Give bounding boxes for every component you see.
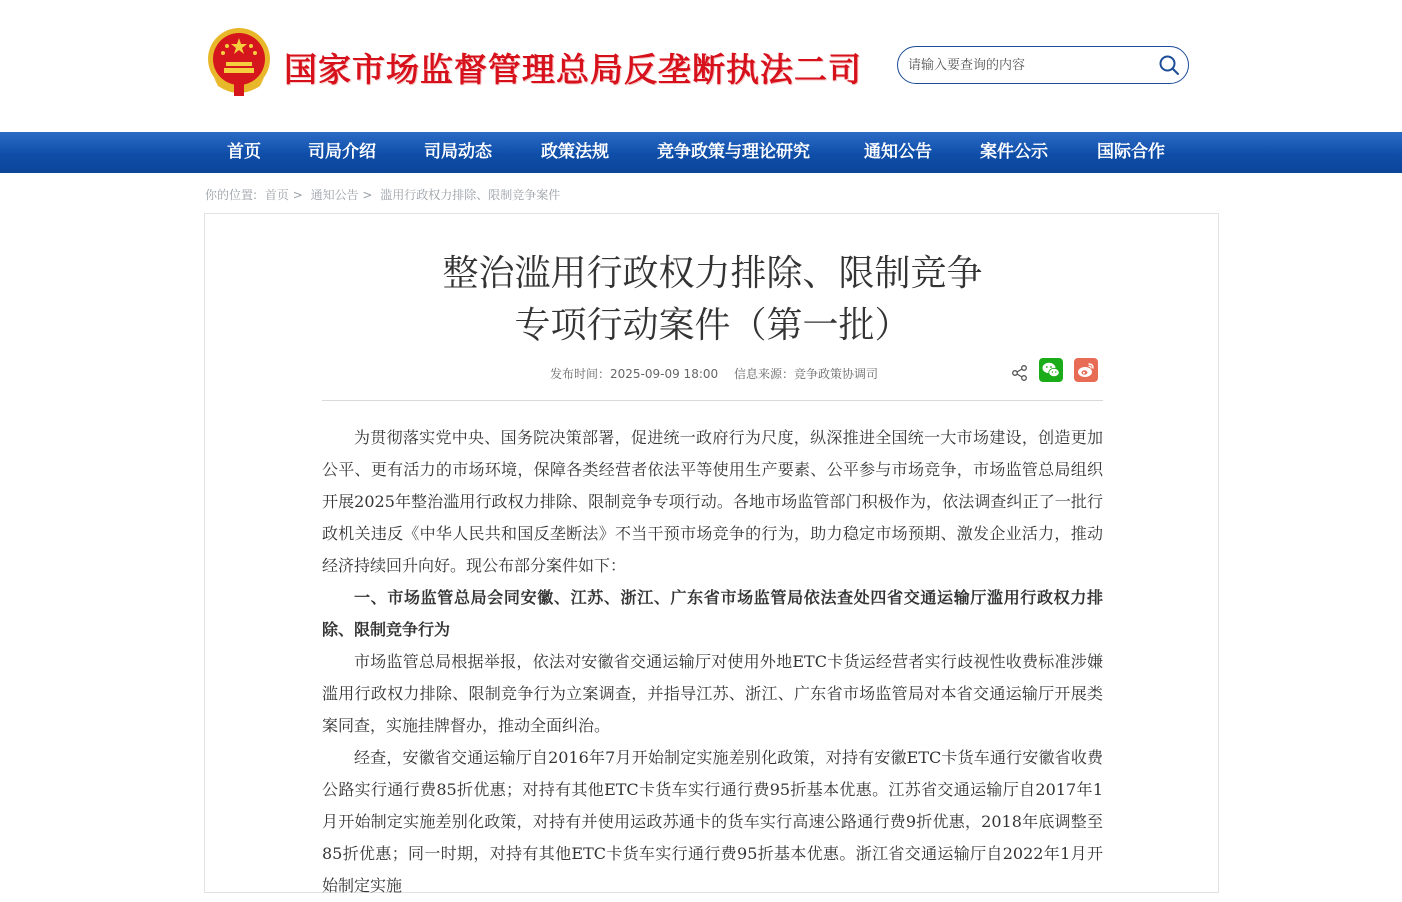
search-icon[interactable] [1158,54,1180,76]
search-box [897,46,1189,84]
national-emblem-icon[interactable] [206,26,272,98]
nav-item-policy[interactable]: 政策法规 [541,142,609,162]
nav-item-notices[interactable]: 通知公告 [864,142,932,162]
article-section-heading: 一、市场监管总局会同安徽、江苏、浙江、广东省市场监管局依法查处四省交通运输厅滥用行政权力排除、限制竞争行为 [322,588,1103,639]
article-meta [550,365,890,382]
article-paragraph: 市场监管总局根据举报，依法对安徽省交通运输厅对使用外地ETC卡货运经营者实行歧视性收费标准涉嫌滥用行政权力排除、限制竞争行为立案调查，并指导江苏、浙江、广东省市场监管局对本省交通运输厅开展类案同查，实施挂牌督办，推动全面纠治。 [322,652,1103,735]
meta-divider [322,400,1103,401]
main-nav [0,132,1402,173]
share-icon[interactable] [1011,364,1029,382]
nav-item-international[interactable]: 国际合作 [1097,142,1165,162]
breadcrumb-prefix: 你的位置: [205,188,258,202]
nav-item-news[interactable]: 司局动态 [424,142,492,162]
article-paragraph: 经查，安徽省交通运输厅自2016年7月开始制定实施差别化政策，对持有安徽ETC卡货车通行安徽省收费公路实行通行费85折优惠；对持有其他ETC卡货车实行通行费95折基本优惠。江苏省交通运输厅自2017年1月开始制定实施差别化政策，对持有并使用运政苏通卡的货车实行高速公路通行费9折优惠，2018年底调整至85折优惠；同一时期，对持有其他ETC卡货车实行通行费95折基本优惠。浙江省交通运输厅自2022年1月开始制定实施 [322,748,1103,895]
article-title-line2: 专项行动案件（第一批） [514,305,911,346]
article-body [322,422,1103,902]
nav-item-research[interactable]: 竞争政策与理论研究 [657,142,810,162]
publish-time: 发布时间：2025-09-09 18:00 [550,367,719,381]
wechat-icon[interactable] [1039,358,1063,382]
article-paragraph: 为贯彻落实党中央、国务院决策部署，促进统一政府行为尺度，纵深推进全国统一大市场建设，创造更加公平、更有活力的市场环境，保障各类经营者依法平等使用生产要素、公平参与市场竞争，市场监管总局组织开展2025年整治滥用行政权力排除、限制竞争专项行动。各地市场监管部门积极作为，依法调查纠正了一批行政机关违反《中华人民共和国反垄断法》不当干预市场竞争的行为，助力稳定市场预期、激发企业活力，推动经济持续回升向好。现公布部分案件如下： [322,428,1103,575]
article-title [205,248,1220,352]
weibo-icon[interactable] [1074,358,1098,382]
breadcrumb-current[interactable]: 滥用行政权力排除、限制竞争案件 [380,188,561,202]
info-source: 信息来源：竞争政策协调司 [733,367,878,381]
site-header [0,0,1402,132]
search-input[interactable] [908,55,1148,75]
nav-item-about[interactable]: 司局介绍 [308,142,376,162]
nav-item-home[interactable]: 首页 [227,142,261,162]
breadcrumb-notices[interactable]: 通知公告 > [310,188,373,202]
breadcrumb-home[interactable]: 首页 > [264,188,303,202]
article-panel [204,213,1219,893]
nav-item-cases[interactable]: 案件公示 [980,142,1048,162]
site-title[interactable]: 国家市场监督管理总局反垄断执法二司 [284,50,862,89]
article-title-line1: 整治滥用行政权力排除、限制竞争 [442,253,983,294]
breadcrumb [205,186,564,203]
